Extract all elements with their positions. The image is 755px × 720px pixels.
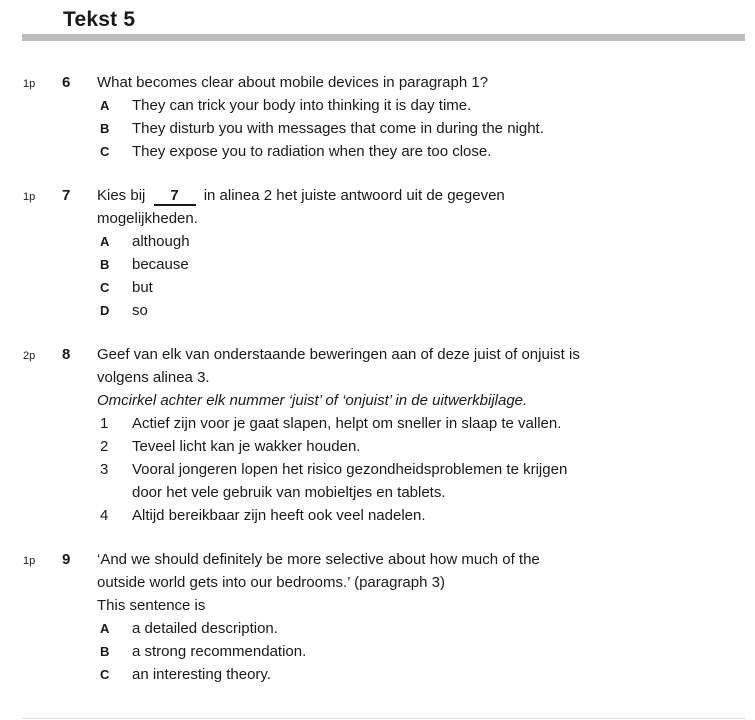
question-9: [0, 548, 755, 686]
option-text: although: [132, 233, 190, 250]
statement-text-line1: Vooral jongeren lopen het risico gezondheidsproblemen te krijgen: [132, 461, 568, 478]
statement-text: [132, 458, 740, 504]
statement-number: 1: [100, 415, 109, 432]
question-number: 6: [62, 74, 71, 91]
option-c: [97, 140, 740, 163]
question-8: [0, 343, 755, 527]
question-body: [97, 548, 755, 686]
bottom-rule: [22, 718, 745, 719]
question-stem: Geef van elk van onderstaande beweringen aan of deze juist of onjuist is: [97, 346, 580, 363]
question-stem-line2: volgens alinea 3.: [97, 369, 210, 386]
option-letter: C: [100, 667, 110, 682]
option-b: [97, 253, 740, 276]
question-6: [0, 71, 755, 163]
question-body: [97, 184, 755, 322]
option-letter: C: [100, 144, 110, 159]
question-stem: [97, 184, 740, 207]
option-c: [97, 276, 740, 299]
gap-blank: 7: [154, 187, 196, 206]
option-letter: B: [100, 644, 110, 659]
question-stem: What becomes clear about mobile devices in paragraph 1?: [97, 74, 489, 91]
question-stem-line3: This sentence is: [97, 597, 206, 614]
stem-before-gap: Kies bij: [97, 187, 146, 204]
statement-4: [97, 504, 740, 527]
option-text: a detailed description.: [132, 620, 278, 637]
option-letter: A: [100, 234, 110, 249]
option-text: an interesting theory.: [132, 666, 271, 683]
statement-text: Teveel licht kan je wakker houden.: [132, 438, 361, 455]
option-text: so: [132, 302, 148, 319]
option-letter: B: [100, 121, 110, 136]
option-b: [97, 117, 740, 140]
questions-list: [0, 71, 755, 686]
option-letter: C: [100, 280, 110, 295]
stem-after-gap: in alinea 2 het juiste antwoord uit de gegeven: [203, 187, 505, 204]
option-letter: D: [100, 303, 110, 318]
instruction-italic: Omcirkel achter elk nummer ‘juist’ of ‘onjuist’ in de uitwerkbijlage.: [97, 392, 528, 409]
option-c: [97, 663, 740, 686]
page-title: Tekst 5: [63, 8, 136, 31]
option-text: because: [132, 256, 189, 273]
points-badge: 2p: [23, 350, 36, 362]
option-a: [97, 617, 740, 640]
statement-1: [97, 412, 740, 435]
question-number: 7: [62, 187, 71, 204]
statement-text: Altijd bereikbaar zijn heeft ook veel nadelen.: [132, 507, 426, 524]
option-a: [97, 230, 740, 253]
question-stem-line2: mogelijkheden.: [97, 210, 198, 227]
points-badge: 1p: [23, 78, 36, 90]
question-stem: ‘And we should definitely be more selective about how much of the: [97, 551, 540, 568]
statement-number: 3: [100, 461, 109, 478]
statement-text: Actief zijn voor je gaat slapen, helpt om sneller in slaap te vallen.: [132, 415, 562, 432]
page-header: [0, 0, 755, 41]
option-letter: B: [100, 257, 110, 272]
option-letter: A: [100, 98, 110, 113]
question-7: [0, 184, 755, 322]
statement-2: [97, 435, 740, 458]
question-number: 8: [62, 346, 71, 363]
statement-number: 4: [100, 507, 109, 524]
points-badge: 1p: [23, 555, 36, 567]
points-badge: 1p: [23, 191, 36, 203]
statement-3: [97, 458, 740, 504]
statement-number: 2: [100, 438, 109, 455]
question-stem-line2: outside world gets into our bedrooms.’ (paragraph 3): [97, 574, 445, 591]
option-text: They expose you to radiation when they are too close.: [132, 143, 492, 160]
option-b: [97, 640, 740, 663]
option-text: but: [132, 279, 153, 296]
question-body: [97, 71, 755, 163]
option-text: a strong recommendation.: [132, 643, 307, 660]
statement-text-line2: door het vele gebruik van mobieltjes en tablets.: [132, 484, 446, 501]
header-rule: [22, 34, 745, 41]
option-letter: A: [100, 621, 110, 636]
question-body: [97, 343, 755, 527]
option-text: They can trick your body into thinking it is day time.: [132, 97, 472, 114]
question-number: 9: [62, 551, 71, 568]
option-d: [97, 299, 740, 322]
option-text: They disturb you with messages that come in during the night.: [132, 120, 544, 137]
option-a: [97, 94, 740, 117]
